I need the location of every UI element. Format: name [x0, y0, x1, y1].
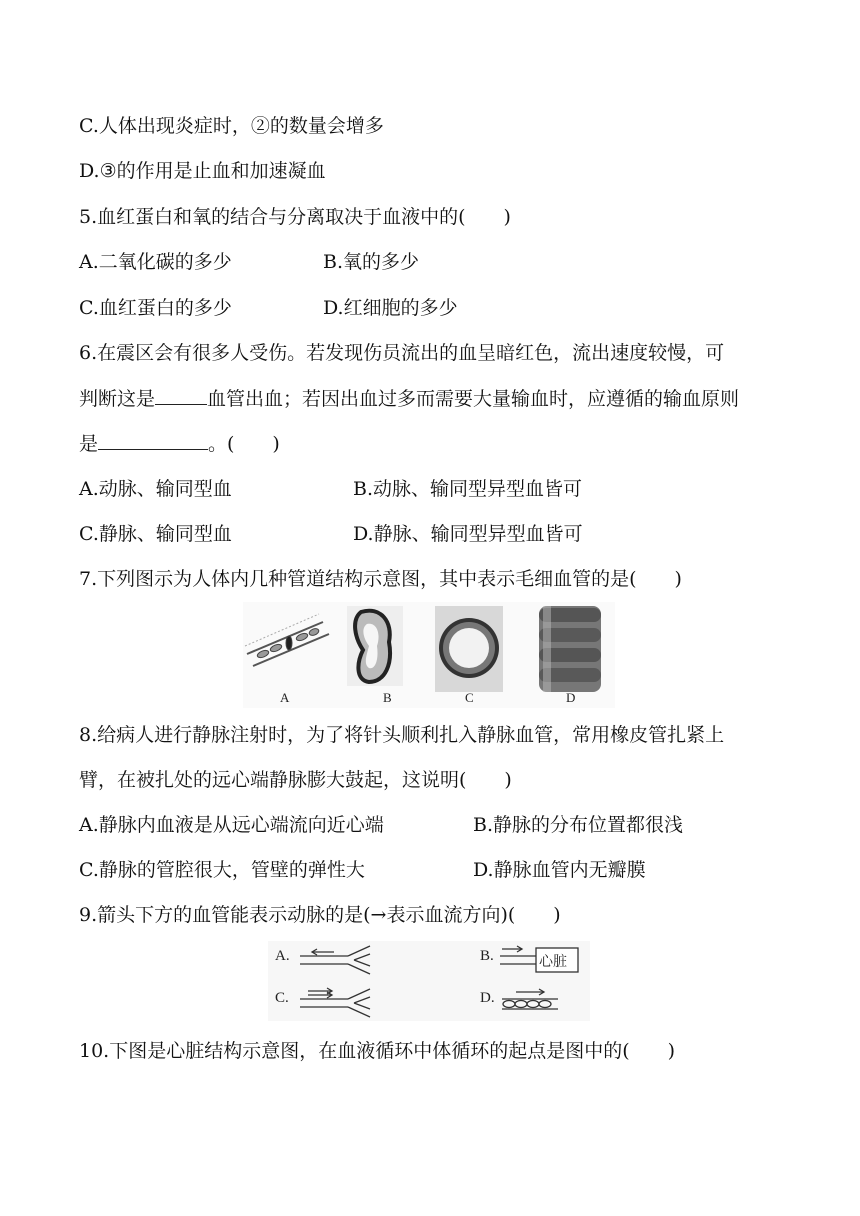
q6-line-1: 6.在震区会有很多人受伤。若发现伤员流出的血呈暗红色，流出速度较慢，可: [79, 342, 725, 364]
q5-option-a: A.二氧化碳的多少: [79, 251, 232, 273]
q6-line-2-part-b: 血管出血；若因出血过多而需要大量输血时，应遵循的输血原则: [207, 388, 740, 410]
q5-option-d: D.红细胞的多少: [323, 297, 458, 319]
q7-caption-d: D: [566, 690, 576, 705]
q8-option-d: D.静脉血管内无瓣膜: [473, 859, 646, 881]
q7-caption-b: B: [383, 690, 392, 705]
q6-line-3: [79, 431, 280, 456]
vein-illustration: [347, 606, 403, 686]
q8-line-1: 8.给病人进行静脉注射时，为了将针头顺利扎入静脉血管，常用橡皮管扎紧上: [79, 724, 725, 746]
q7-stem: 7.下列图示为人体内几种管道结构示意图，其中表示毛细血管的是( ): [79, 568, 682, 590]
artery-illustration: [435, 606, 503, 692]
answer-blank-1: [155, 386, 207, 405]
q9-label-c: C.: [275, 990, 289, 1006]
q7-caption-a: A: [280, 690, 290, 705]
q6-line-2-part-a: 判断这是: [79, 388, 156, 410]
q8-option-c: C.静脉的管腔很大，管壁的弹性大: [79, 859, 365, 881]
vessel-photos-svg: [243, 602, 615, 708]
q6-line-3-part-a: 是: [79, 433, 99, 455]
q6-line-2: [79, 386, 739, 411]
q4-option-d: D.③的作用是止血和加速凝血: [79, 160, 326, 182]
q6-option-c: C.静脉、输同型血: [79, 523, 232, 545]
q9-label-a: A.: [275, 948, 290, 964]
q4-option-c: C.人体出现炎症时，②的数量会增多: [79, 115, 384, 137]
q6-option-a: A.动脉、输同型血: [79, 478, 232, 500]
q6-option-d: D.静脉、输同型异型血皆可: [353, 523, 583, 545]
q5-option-b: B.氧的多少: [323, 251, 420, 273]
q8-option-a: A.静脉内血液是从远心端流向近心端: [79, 814, 384, 836]
q9-stem: 9.箭头下方的血管能表示动脉的是(→表示血流方向)( ): [79, 904, 561, 926]
q7-caption-c: C: [465, 690, 474, 705]
q6-option-b: B.动脉、输同型异型血皆可: [353, 478, 583, 500]
answer-blank-2: [98, 431, 208, 450]
trachea-illustration: [539, 606, 601, 692]
q5-option-c: C.血红蛋白的多少: [79, 297, 232, 319]
q5-stem: 5.血红蛋白和氧的结合与分离取决于血液中的( ): [79, 206, 511, 228]
heart-label: 心脏: [539, 954, 567, 970]
q8-option-b: B.静脉的分布位置都很浅: [473, 814, 684, 836]
q8-line-2: 臂，在被扎处的远心端静脉膨大鼓起，这说明( ): [79, 769, 512, 791]
q9-label-d: D.: [480, 990, 495, 1006]
q6-line-3-part-b: 。( ): [208, 433, 280, 455]
q10-stem: 10.下图是心脏结构示意图，在血液循环中体循环的起点是图中的( ): [79, 1040, 676, 1062]
q9-label-b: B.: [480, 948, 494, 964]
q7-vessel-figure: [243, 602, 615, 708]
